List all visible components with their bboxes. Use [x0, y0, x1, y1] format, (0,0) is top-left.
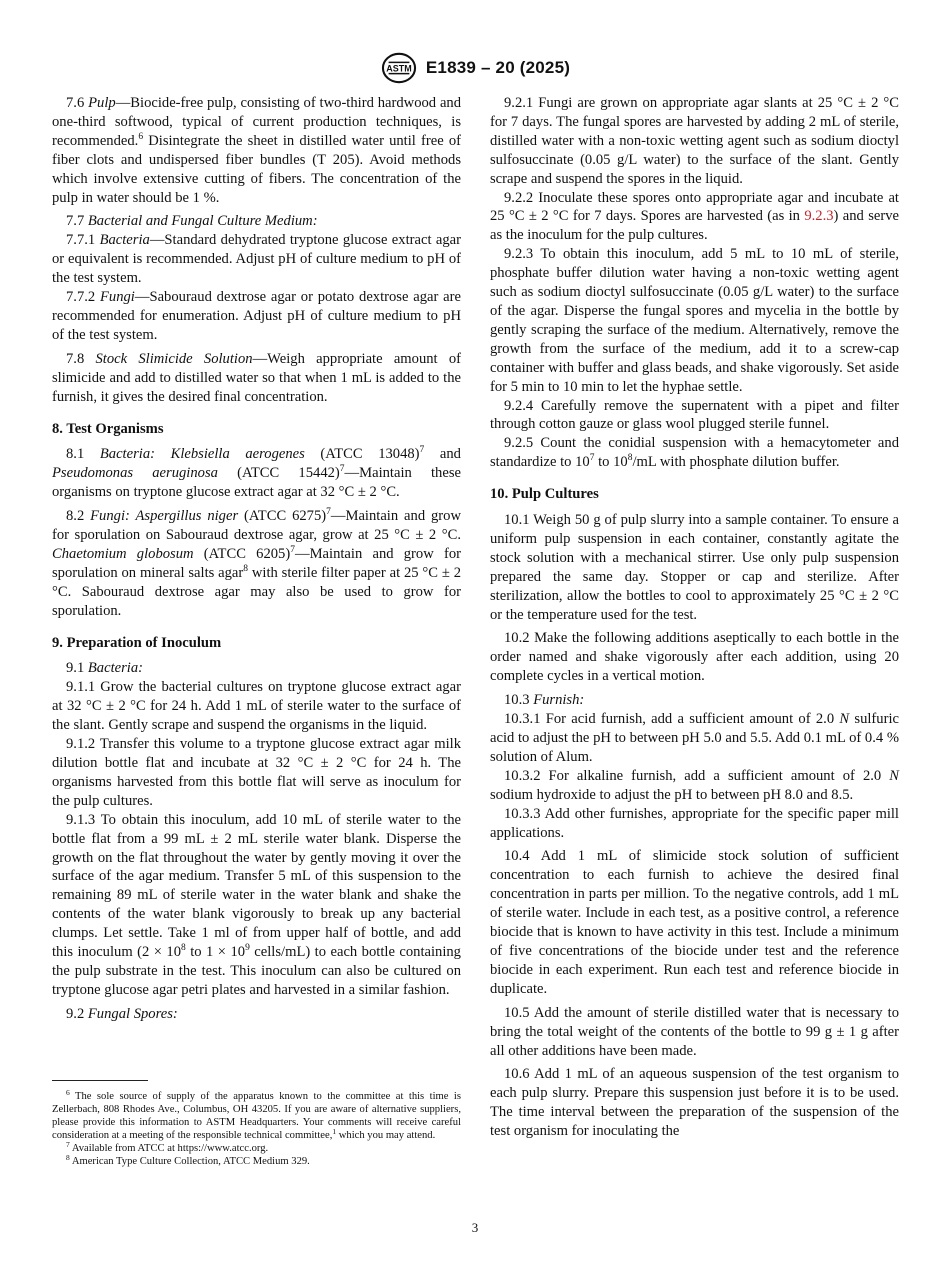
para-9-2-1: 9.2.1 Fungi are grown on appropriate agar slants at 25 °C ± 2 °C for 7 days. The fungal spores are harvested by adding 2 mL of sterile, distilled water with a non-toxic wetting agent such as sodium dioctyl sulfosuccinate (0.05 g/L water) to the surface of the slant. Gently scrape and suspend the spores in the liquid. [490, 95, 899, 187]
para-7-6: 7.6 Pulp—Biocide-free pulp, consisting of two-third hardwood and one-third softwood, typical of current production techniques, is recommended.$^6$ Disintegrate the sheet in distilled water until free of fiber clots and undispersed fiber bundles (T 205). Avoid methods which involve extensive cutting of fibers. The concentration of the pulp in water should be 1 %. [52, 95, 462, 206]
para-9-1-2: 9.1.2 Transfer this volume to a tryptone glucose extract agar milk dilution bottle flat and incubate at 32 °C ± 2 °C for 24 h. The organisms harvested from this bottle flat will serve as inoculum for the pulp cultures. [52, 736, 461, 809]
footnote-7: $^7$ Available from ATCC at https://www.atcc.org. [66, 1140, 269, 1155]
para-9-2: 9.2 Fungal Spores: [66, 1005, 178, 1022]
page-number: 3 [471, 1220, 479, 1235]
para-9-2-5: 9.2.5 Count the conidial suspension with a hemacytometer and standardize to $10^7$ to $10^8/mL$ with phosphate dilution buffer. [490, 435, 899, 471]
footnote-8: $^8$ American Type Culture Collection, ATCC Medium 329. [66, 1153, 310, 1168]
para-7-7-1: 7.7.1 Bacteria—Standard dehydrated tryptone glucose extract agar or equivalent is recommended. Adjust pH of culture medium to pH of the test system. [52, 232, 461, 287]
para-9-1: 9.1 Bacteria: [66, 660, 144, 677]
para-10-6: 10.6 Add 1 mL of an aqueous suspension of the test organism to each pulp slurry. Prepare this suspension just before it is to be used. The time interval between the preparation of the suspension of the test organism for inoculating the [490, 1066, 899, 1140]
para-9-2-3: 9.2.3 To obtain this inoculum, add 5 mL to 10 mL of sterile, phosphate buffer dilution water having a non-toxic wetting agent such as sodium dioctyl sulfosuccinate (0.05 g/L water) to the surface of the agar. Disperse the fungal spores and mycelia in the bottle by gently scraping the surface of the medium. Alternatively, remove the growth from the surface of the medium, add it to a screw-cap container with buffer and glass beads, and shake vigorously. Set aside for 5 min to 10 min to let the hyphae settle. [490, 246, 899, 395]
section-link-9-2-3[interactable]: 9.2.3 [804, 208, 834, 225]
para-10-1: 10.1 Weigh 50 g of pulp slurry into a sample container. To ensure a uniform pulp suspension in each container, constantly agitate the stock solution with a mechanical stirrer. Use only pulp suspension prepared the same day. Stopper or cap and sterilize. After sterilization, allow the bottles to cool to approximately 25 °C ± 2 °C or the temperature used for the test. [490, 512, 899, 623]
para-10-3-2: 10.3.2 For alkaline furnish, add a sufficient amount of 2.0 N sodium hydroxide to adjust the pH to between pH 8.0 and 8.5. [490, 767, 899, 803]
footnotes [52, 1090, 461, 1169]
document-id: E1839 – 20 (2025) [425, 58, 571, 77]
para-10-3-1: 10.3.1 For acid furnish, add a sufficient amount of 2.0 N sulfuric acid to adjust the pH to between pH 5.0 and 5.5. Add 0.1 mL of 0.4 % solution of Alum. [490, 711, 899, 765]
left-column [52, 94, 461, 1024]
para-7-7: 7.7 Bacterial and Fungal Culture Medium: [66, 213, 318, 230]
page-header [0, 50, 950, 86]
para-9-2-4: 9.2.4 Carefully remove the supernatent with a pipet and filter through cotton gauze or glass wool plugged sterile funnel. [490, 397, 899, 433]
astm-logo-icon [380, 51, 418, 85]
para-10-4: 10.4 Add 1 mL of slimicide stock solution of sufficient concentration to each furnish to achieve the desired final concentration in parts per million. To the negative controls, add 1 mL of sterile water. Include in each test, as a positive control, a reference biocide that is known to have activity in this test. Include a minimum of five concentrations of the biocide under test and the reference biocide in each experiment. Run each test and reference biocide in duplicate. [490, 848, 899, 997]
para-10-3: 10.3 Furnish: [504, 692, 585, 709]
para-7-7-2: 7.7.2 Fungi—Sabouraud dextrose agar or potato dextrose agar are recommended for enumeration. Adjust pH of culture medium to pH of the test system. [52, 289, 461, 343]
para-10-2: 10.2 Make the following additions aseptically to each bottle in the order named and shake vigorously after each addition, using 20 complete cycles in a vertical motion. [490, 630, 899, 685]
para-7-8: 7.8 Stock Slimicide Solution—Weigh appropriate amount of slimicide and add to distilled water so that when 1 mL is added to the furnish, it gives the desired final concentration. [52, 350, 462, 405]
para-9-1-1: 9.1.1 Grow the bacterial cultures on tryptone glucose extract agar at 32 °C ± 2 °C for 24 h. Add 1 mL of sterile water to the surface of the slant. Gently scrape and suspend the organisms in the liquid. [52, 679, 461, 734]
right-column [490, 94, 899, 1141]
para-8-1: 8.1 Bacteria: Klebsiella aerogenes (ATCC 13048)$^7$ and Pseudomonas aeruginosa (ATCC 15442)$^7$—Maintain these organisms on tryptone glucose extract agar at 32 °C ± 2 °C. [52, 445, 461, 501]
footnote-6: $^6$ The sole source of supply of the apparatus known to the committee at this time is Zellerbach, 808 Rhodes Ave., Columbus, OH 43205. If you are aware of alternative suppliers, please provide this information to ASTM Headquarters. Your comments will receive careful consideration at a meeting of the responsible technical committee,$^1$ which you may attend. [52, 1088, 461, 1142]
section-heading-9: 9. Preparation of Inoculum [52, 634, 222, 651]
section-heading-8: 8. Test Organisms [52, 420, 164, 437]
para-10-5: 10.5 Add the amount of sterile distilled water that is necessary to bring the total weight of the contents of the bottle to 99 g ± 1 g after all other additions have been made. [490, 1004, 899, 1059]
astm-logo-text: ASTM [386, 63, 412, 74]
para-9-2-2: 9.2.2 Inoculate these spores onto appropriate agar and incubate at 25 °C ± 2 °C for 7 days. Spores are harvested (as in 9.2.3) and serve as the inoculum for the pulp cultures. [490, 189, 899, 244]
para-8-2: 8.2 Fungi: Aspergillus niger (ATCC 6275)$^7$—Maintain and grow for sporulation on Sabouraud dextrose agar, grow at 25 °C ± 2 °C. Chaetomium globosum (ATCC 6205)$^7$—Maintain and grow for sporulation on mineral salts agar$^8$ with sterile filter paper at 25 °C ± 2 °C. Sabouraud dextrose agar may also be used to grow for sporulation. [52, 507, 461, 619]
section-heading-10: 10. Pulp Cultures [490, 486, 599, 503]
para-10-3-3: 10.3.3 Add other furnishes, appropriate for the specific paper mill applications. [490, 805, 899, 841]
footnote-divider [52, 1080, 148, 1081]
para-9-1-3: 9.1.3 To obtain this inoculum, add 10 mL of sterile water to the bottle flat from a 99 mL ± 2 mL sterile water blank. Disperse the growth on the flat throughout the water by gently moving it over the surface of the agar medium. Transfer 5 mL of this suspension to the remaining 89 mL of sterile water in the water blank and shake the contents of the water blank vigorously to break up any bacterial clumps. Let settle. Take 1 ml of from upper half of bottle, and add this inoculum ($2 \times 10^8$ to $1 \times 10^9$ cells/mL) to each bottle containing the pulp substrate in the test. This inoculum can also be cultured on tryptone glucose agar petri plates and harvested in a similar fashion. [52, 811, 461, 998]
